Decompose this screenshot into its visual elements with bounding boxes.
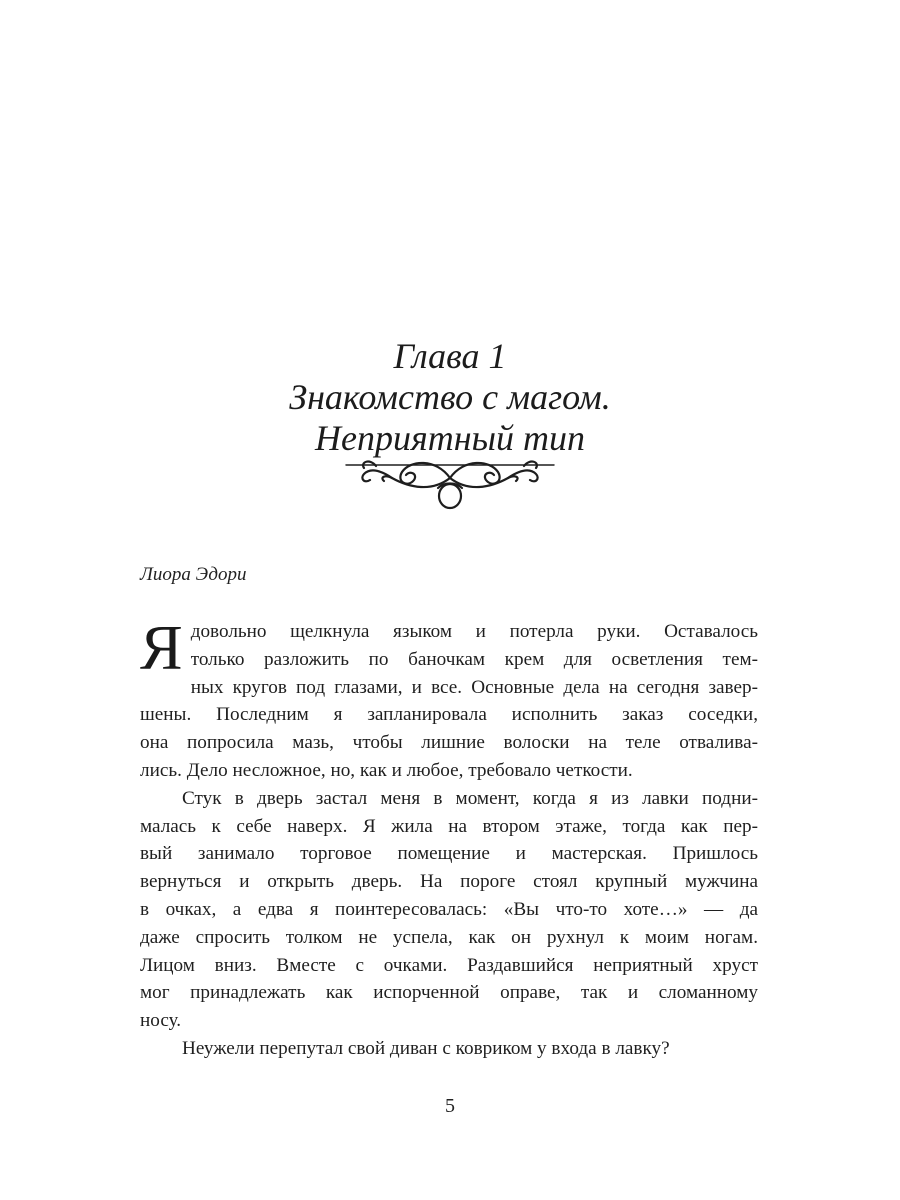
- text-line: вый занимало торговое помещение и мастерская. Пришлось: [140, 843, 758, 865]
- text-line: Неужели перепутал свой диван с ковриком у входа в лавку?: [182, 1037, 670, 1059]
- author-name: Лиора Эдори: [140, 564, 247, 585]
- text-line: ных кругов под глазами, и все. Основные дела на сегодня завер-: [190, 676, 758, 698]
- chapter-name-line1: Знакомство с магом.: [289, 377, 611, 417]
- drop-cap: Я: [140, 612, 183, 683]
- chapter-number: Глава 1: [393, 336, 507, 376]
- text-line: носу.: [140, 1010, 182, 1032]
- chapter-title: [0, 336, 900, 459]
- text-line: лись. Дело несложное, но, как и любое, требовало четкости.: [140, 759, 633, 781]
- chapter-name-line2: Неприятный тип: [315, 418, 585, 458]
- text-line: в очках, а едва я поинтересовалась: «Вы что-то хоте…» — да: [140, 898, 758, 920]
- text-line: шены. Последним я запланировала исполнить заказ соседки,: [140, 704, 758, 726]
- paragraph-1: [140, 612, 758, 785]
- paragraph-3: [140, 1035, 758, 1063]
- text-line: довольно щелкнула языком и потерла руки. Оставалось: [190, 621, 758, 642]
- text-line: вернуться и открыть дверь. На пороге стоял крупный мужчина: [140, 871, 758, 893]
- chapter-text: [140, 612, 758, 1063]
- page-number: 5: [445, 1095, 455, 1117]
- text-line: даже спросить толком не успела, как он рухнул к моим ногам.: [140, 926, 758, 948]
- text-line: Лицом вниз. Вместе с очками. Раздавшийся неприятный хруст: [140, 954, 758, 976]
- text-line: Стук в дверь застал меня в момент, когда я из лавки подни-: [182, 787, 758, 809]
- paragraph-2: [140, 785, 758, 1035]
- text-line: только разложить по баночкам крем для осветления тем-: [190, 648, 758, 670]
- text-line: она попросила мазь, чтобы лишние волоски на теле отвалива-: [140, 732, 758, 754]
- flourish-ornament-icon: [340, 448, 560, 514]
- text-line: мог принадлежать как испорченной оправе, так и сломанному: [140, 982, 758, 1004]
- text-line: малась к себе наверх. Я жила на втором этаже, тогда как пер-: [140, 815, 758, 837]
